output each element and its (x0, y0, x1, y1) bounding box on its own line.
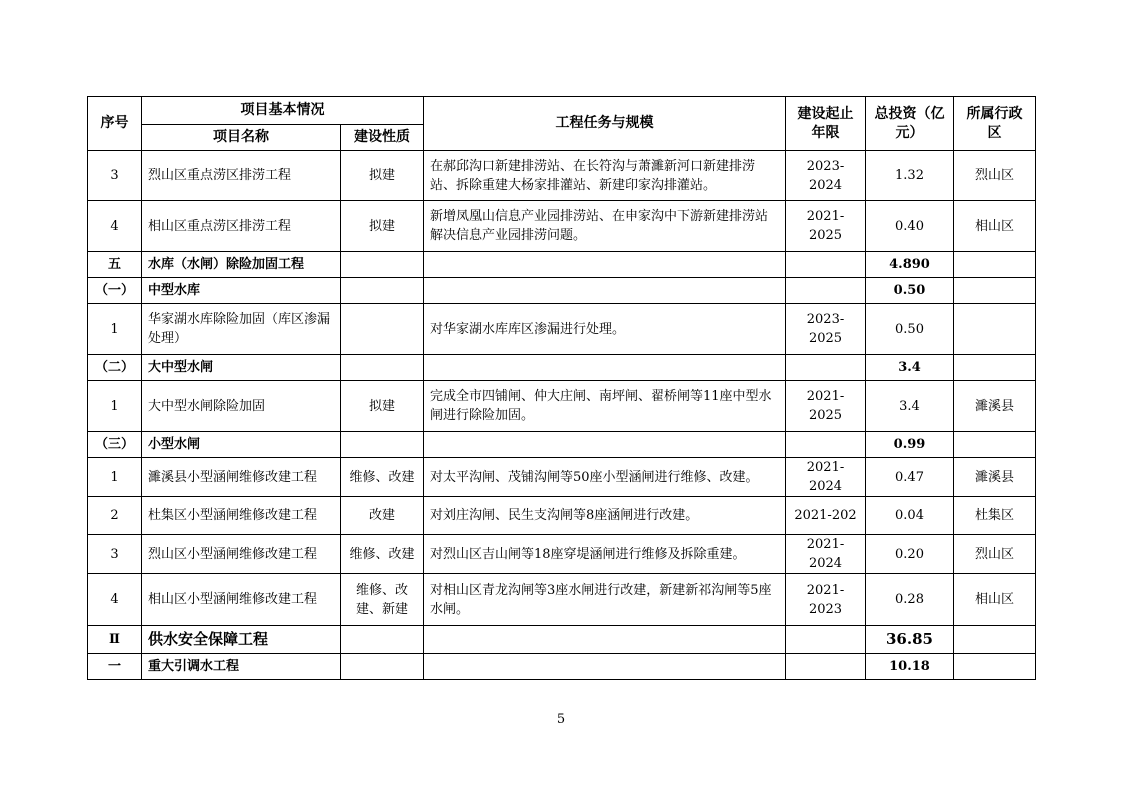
cell-seq: 1 (88, 381, 142, 432)
cell-task (424, 654, 786, 680)
cell-nature: 维修、改建 (341, 458, 424, 497)
cell-invest: 0.40 (866, 201, 954, 252)
cell-name: 濉溪县小型涵闸维修改建工程 (142, 458, 341, 497)
cell-period: 2021-202 (786, 497, 866, 535)
cell-region: 烈山区 (954, 535, 1036, 574)
cell-nature: 改建 (341, 497, 424, 535)
cell-region (954, 304, 1036, 355)
cell-task: 新增凤凰山信息产业园排涝站、在申家沟中下游新建排涝站解决信息产业园排涝问题。 (424, 201, 786, 252)
cell-nature: 拟建 (341, 151, 424, 201)
table-row (88, 654, 1036, 680)
cell-name: 大中型水闸除险加固 (142, 381, 341, 432)
header-name: 项目名称 (142, 125, 341, 151)
cell-task: 对烈山区吉山闸等18座穿堤涵闸进行维修及拆除重建。 (424, 535, 786, 574)
cell-invest: 0.20 (866, 535, 954, 574)
cell-seq: （一） (88, 278, 142, 304)
table-row (88, 151, 1036, 201)
cell-task (424, 432, 786, 458)
cell-name: 供水安全保障工程 (142, 626, 341, 654)
cell-nature (341, 278, 424, 304)
cell-period: 2021-2025 (786, 201, 866, 252)
cell-task: 对华家湖水库库区渗漏进行处理。 (424, 304, 786, 355)
page-number: 5 (556, 712, 566, 727)
table-row (88, 304, 1036, 355)
cell-invest: 1.32 (866, 151, 954, 201)
cell-task: 完成全市四铺闸、仲大庄闸、南坪闸、翟桥闸等11座中型水闸进行除险加固。 (424, 381, 786, 432)
header-region: 所属行政区 (954, 97, 1036, 151)
cell-region: 相山区 (954, 201, 1036, 252)
cell-region: 濉溪县 (954, 458, 1036, 497)
cell-name: 烈山区重点涝区排涝工程 (142, 151, 341, 201)
cell-period: 2021-2025 (786, 381, 866, 432)
cell-nature (341, 432, 424, 458)
cell-invest: 0.99 (866, 432, 954, 458)
cell-period (786, 626, 866, 654)
cell-nature: 拟建 (341, 201, 424, 252)
project-table (87, 96, 1036, 680)
cell-region (954, 654, 1036, 680)
cell-task: 对相山区青龙沟闸等3座水闸进行改建，新建新祁沟闸等5座水闸。 (424, 574, 786, 626)
cell-nature (341, 304, 424, 355)
header-period: 建设起止年限 (786, 97, 866, 151)
cell-period (786, 654, 866, 680)
cell-name: 中型水库 (142, 278, 341, 304)
cell-invest: 3.4 (866, 355, 954, 381)
cell-name: 杜集区小型涵闸维修改建工程 (142, 497, 341, 535)
cell-seq: Ⅱ (88, 626, 142, 654)
cell-seq: （三） (88, 432, 142, 458)
cell-seq: 一 (88, 654, 142, 680)
cell-region: 相山区 (954, 574, 1036, 626)
cell-seq: 五 (88, 252, 142, 278)
cell-period: 2021-2024 (786, 535, 866, 574)
cell-nature (341, 626, 424, 654)
cell-region (954, 626, 1036, 654)
header-seq: 序号 (88, 97, 142, 151)
cell-seq: 1 (88, 304, 142, 355)
table-row (88, 626, 1036, 654)
cell-period (786, 355, 866, 381)
cell-invest: 0.50 (866, 304, 954, 355)
cell-name: 华家湖水库除险加固（库区渗漏处理） (142, 304, 341, 355)
cell-invest: 36.85 (866, 626, 954, 654)
table-row (88, 201, 1036, 252)
cell-seq: 2 (88, 497, 142, 535)
cell-nature: 维修、改建 (341, 535, 424, 574)
cell-name: 烈山区小型涵闸维修改建工程 (142, 535, 341, 574)
cell-nature: 维修、改建、新建 (341, 574, 424, 626)
cell-invest: 0.50 (866, 278, 954, 304)
cell-task: 对刘庄沟闸、民生支沟闸等8座涵闸进行改建。 (424, 497, 786, 535)
cell-period (786, 432, 866, 458)
cell-period (786, 278, 866, 304)
header-task: 工程任务与规模 (424, 97, 786, 151)
table-row (88, 278, 1036, 304)
cell-period (786, 252, 866, 278)
cell-invest: 0.04 (866, 497, 954, 535)
cell-task (424, 278, 786, 304)
cell-invest: 3.4 (866, 381, 954, 432)
table-row (88, 432, 1036, 458)
table-row (88, 574, 1036, 626)
cell-region (954, 252, 1036, 278)
table-row (88, 252, 1036, 278)
cell-name: 大中型水闸 (142, 355, 341, 381)
cell-region: 杜集区 (954, 497, 1036, 535)
cell-name: 重大引调水工程 (142, 654, 341, 680)
header-row-1 (88, 97, 1036, 125)
cell-invest: 0.28 (866, 574, 954, 626)
table-row (88, 381, 1036, 432)
cell-seq: 3 (88, 151, 142, 201)
cell-nature: 拟建 (341, 381, 424, 432)
cell-name: 水库（水闸）除险加固工程 (142, 252, 341, 278)
cell-task: 对太平沟闸、茂铺沟闸等50座小型涵闸进行维修、改建。 (424, 458, 786, 497)
cell-period: 2021-2023 (786, 574, 866, 626)
header-invest: 总投资（亿元） (866, 97, 954, 151)
cell-nature (341, 654, 424, 680)
cell-task: 在郝邱沟口新建排涝站、在长符沟与萧濉新河口新建排涝站、拆除重建大杨家排灌站、新建印家沟排灌站。 (424, 151, 786, 201)
cell-task (424, 626, 786, 654)
table-row (88, 497, 1036, 535)
cell-period: 2023-2024 (786, 151, 866, 201)
cell-seq: 4 (88, 574, 142, 626)
cell-region (954, 432, 1036, 458)
cell-task (424, 355, 786, 381)
cell-task (424, 252, 786, 278)
cell-invest: 0.47 (866, 458, 954, 497)
cell-seq: 3 (88, 535, 142, 574)
cell-region: 濉溪县 (954, 381, 1036, 432)
cell-period: 2021-2024 (786, 458, 866, 497)
cell-seq: 4 (88, 201, 142, 252)
cell-period: 2023-2025 (786, 304, 866, 355)
cell-name: 小型水闸 (142, 432, 341, 458)
cell-seq: （二） (88, 355, 142, 381)
cell-invest: 10.18 (866, 654, 954, 680)
cell-invest: 4.890 (866, 252, 954, 278)
cell-name: 相山区重点涝区排涝工程 (142, 201, 341, 252)
cell-name: 相山区小型涵闸维修改建工程 (142, 574, 341, 626)
header-nature: 建设性质 (341, 125, 424, 151)
table-row (88, 535, 1036, 574)
cell-region (954, 278, 1036, 304)
cell-nature (341, 252, 424, 278)
cell-nature (341, 355, 424, 381)
cell-region: 烈山区 (954, 151, 1036, 201)
table-row (88, 458, 1036, 497)
header-basic-info: 项目基本情况 (142, 97, 424, 125)
cell-seq: 1 (88, 458, 142, 497)
cell-region (954, 355, 1036, 381)
table-row (88, 355, 1036, 381)
